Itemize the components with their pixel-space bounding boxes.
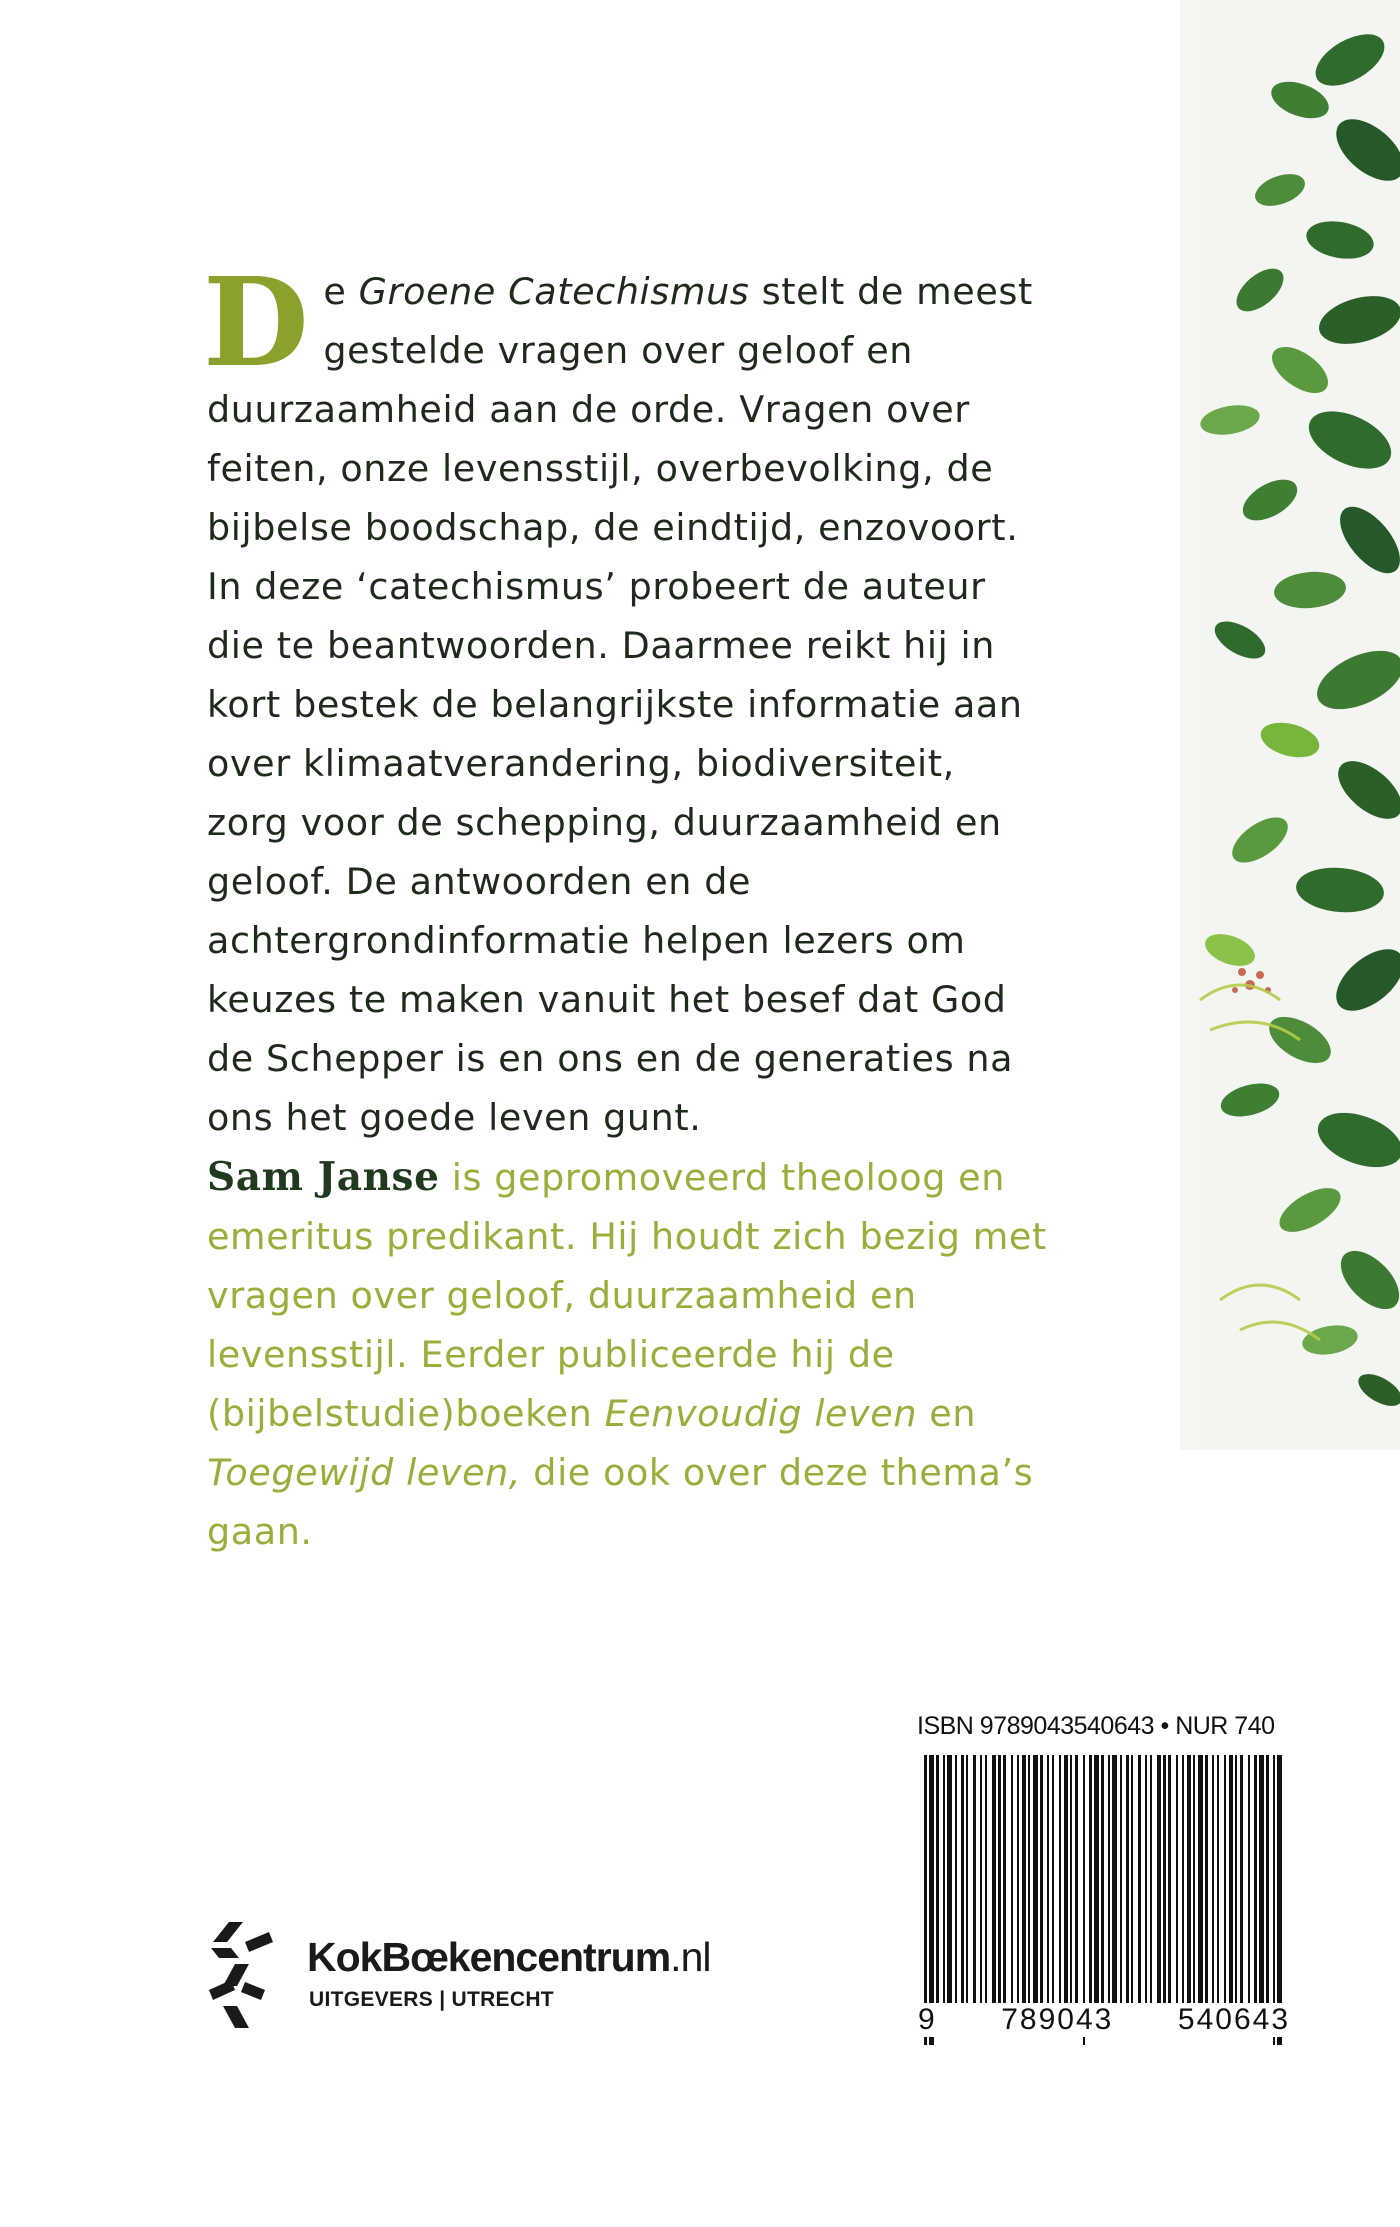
barcode-bar: [1070, 1755, 1072, 2005]
barcode-bar: [1277, 1755, 1282, 2045]
barcode-bar: [1112, 1755, 1117, 2005]
barcode-digit-group: 540643: [1177, 2003, 1290, 2036]
barcode-digits: [918, 2003, 1290, 2037]
barcode-bar: [1259, 1755, 1264, 2005]
barcode-bar: [1126, 1755, 1129, 2005]
barcode-bar: [1145, 1755, 1147, 2005]
barcode-bar: [1176, 1755, 1178, 2005]
barcode-bar: [1198, 1755, 1203, 2005]
barcode-bar: [1028, 1755, 1030, 2005]
barcode-bar: [1033, 1755, 1038, 2005]
book-title: Groene Catechismus: [358, 270, 750, 313]
barcode-bar: [1101, 1755, 1104, 2005]
barcode-bar: [1182, 1755, 1184, 2005]
barcode-bar: [966, 1755, 968, 2005]
plant-foliage-image: [1100, 0, 1400, 1500]
barcode-bar: [992, 1755, 996, 2005]
bio-text-part: is gepromoveerd theoloog en emeritus predikant. Hij houdt zich bezig met vragen over geloof, duurzaamheid en levensstijl. Eerder publiceerde hij de (bijbelstudie)boeken: [207, 1156, 1047, 1435]
barcode-bar: [1040, 1755, 1043, 2005]
barcode-bar: [1120, 1755, 1122, 2005]
barcode-bar: [1138, 1755, 1141, 2005]
drop-cap: D: [203, 250, 310, 394]
barcode-bar: [1011, 1755, 1013, 2005]
isbn-label: ISBN 9789043540643 • NUR 740: [917, 1712, 1275, 1740]
barcode-bar: [929, 1755, 934, 2045]
barcode-bar: [1094, 1755, 1099, 2005]
barcode-bar: [1064, 1755, 1068, 2005]
publisher-subtitle: UITGEVERS | UTRECHT: [309, 1988, 554, 2011]
author-name: Sam Janse: [207, 1154, 440, 1200]
author-bio: [207, 1148, 1087, 1561]
barcode-bar: [947, 1755, 952, 2005]
barcode-bar: [1212, 1755, 1214, 2005]
barcode-bar: [1229, 1755, 1233, 2005]
barcode-bar: [1047, 1755, 1049, 2005]
publisher-name-main: KokBœkencentrum: [307, 1934, 671, 1980]
barcode-bar: [985, 1755, 987, 2005]
barcode-bar: [1273, 1755, 1275, 2045]
barcode-bar: [1266, 1755, 1269, 2005]
barcode-bar: [924, 1755, 927, 2045]
barcode-bar: [1240, 1755, 1243, 2005]
blurb-text: [203, 250, 1037, 1147]
barcode-bar: [1059, 1755, 1061, 2005]
barcode-bar: [973, 1755, 976, 2005]
publisher-name-tld: .nl: [670, 1934, 711, 1980]
barcode-bar: [1003, 1755, 1006, 2005]
barcode-bar: [1157, 1755, 1161, 2005]
barcode: [920, 1755, 1285, 2045]
barcode-bar: [955, 1755, 957, 2005]
barcode-bar: [961, 1755, 964, 2005]
blurb-text-part: e: [323, 270, 359, 313]
barcode-bar: [1075, 1755, 1078, 2005]
barcode-bar: [1089, 1755, 1092, 2005]
barcode-bar: [1083, 1755, 1085, 2045]
book-title: Eenvoudig leven: [604, 1392, 918, 1435]
bio-text-part: en: [917, 1392, 977, 1435]
barcode-bar: [1205, 1755, 1208, 2005]
kok-boekencentrum-icon: [205, 1920, 275, 2032]
bio-text-part: die ook over deze thema’s gaan.: [207, 1451, 1034, 1553]
barcode-digit-group: 789043: [1001, 2003, 1114, 2036]
publisher-name: [307, 1934, 710, 1981]
barcode-bar: [1022, 1755, 1026, 2005]
barcode-bar: [936, 1755, 939, 2005]
barcode-bar: [1254, 1755, 1257, 2005]
barcode-bar: [1224, 1755, 1226, 2005]
barcode-bar: [1108, 1755, 1110, 2005]
barcode-bar: [1150, 1755, 1152, 2005]
barcode-bar: [1131, 1755, 1133, 2005]
barcode-bar: [1248, 1755, 1250, 2005]
barcode-bar: [998, 1755, 1001, 2005]
barcode-bar: [1217, 1755, 1219, 2005]
barcode-bar: [1235, 1755, 1237, 2005]
book-title: Toegewijd leven,: [207, 1451, 522, 1494]
barcode-bar: [1187, 1755, 1191, 2005]
barcode-bar: [1163, 1755, 1166, 2005]
barcode-bar: [1017, 1755, 1019, 2005]
barcode-bar: [1168, 1755, 1171, 2005]
barcode-digit-group: 9: [918, 2003, 937, 2036]
barcode-bar: [943, 1755, 945, 2005]
publisher-logo: [205, 1920, 765, 2040]
barcode-bar: [980, 1755, 982, 2005]
barcode-bar: [1193, 1755, 1195, 2005]
blurb-text-part: stelt de meest gestelde vragen over geloof en duurzaamheid aan de orde. Vragen over feiten, onze levensstijl, overbevolking, de bijbelse boodschap, de eindtijd, enzovoort. In deze ‘catechismus’ probeert de auteur die te beantwoorden. Daarmee reikt hij in kort bestek de belangrijkste informatie aan over klimaatverandering, biodiversiteit, zorg voor de schepping, duurzaamheid en geloof. De antwoorden en de achtergrondinformatie helpen lezers om keuzes te maken vanuit het besef dat God de Schepper is en ons en de generaties na ons het goede leven gunt.: [207, 270, 1033, 1139]
barcode-bar: [1052, 1755, 1054, 2005]
